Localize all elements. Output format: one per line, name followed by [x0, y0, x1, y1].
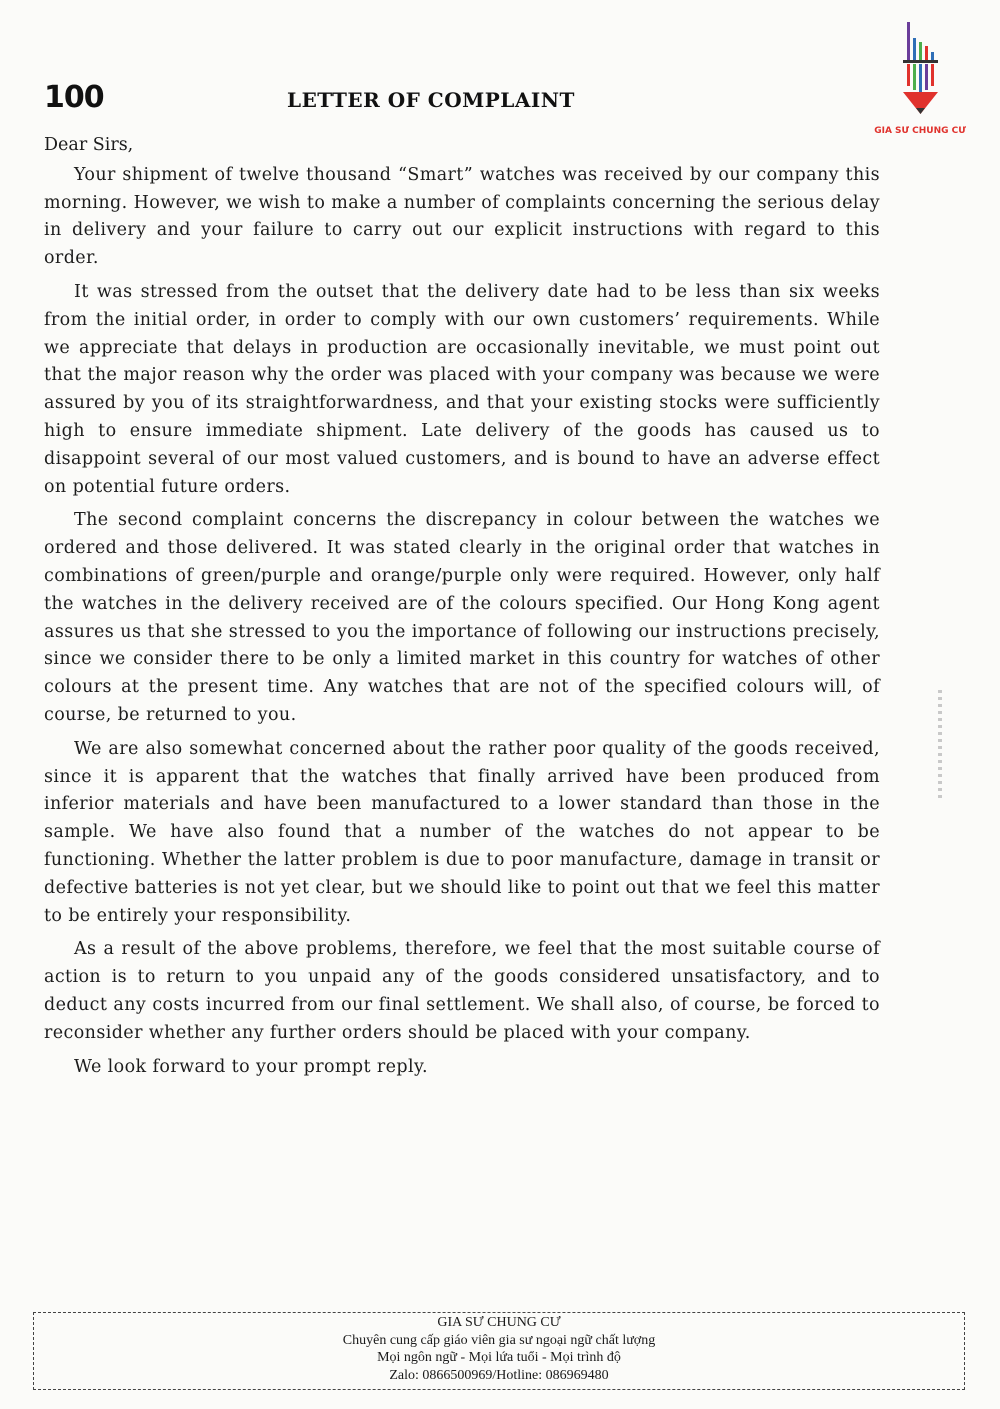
brand-logo	[872, 18, 968, 143]
letter-paragraph-5: As a result of the above problems, therefore, we feel that the most suitable course of action is to return to you unpaid any of the goods considered unsatisfactory, and to deduct any costs incurred from our final settlement. We shall also, of course, be forced to reconsider whether any further orders should be placed with your company.	[44, 939, 880, 1043]
pencil-bars-logo-icon	[872, 18, 968, 126]
footer-contact: Zalo: 0866500969/Hotline: 086969480	[389, 1367, 609, 1383]
footer-brand: GIA SƯ CHUNG CƯ	[437, 1315, 561, 1330]
letter-closing: We look forward to your prompt reply.	[74, 1056, 428, 1077]
scan-artifact	[938, 690, 942, 800]
letter-paragraph-1: Your shipment of twelve thousand “Smart” watches was received by our company this morning. However, we wish to make a number of complaints concerning the serious delay in delivery and your failure to carry out our explicit instructions with regard to this order.	[44, 164, 880, 269]
letter-body	[44, 132, 880, 1087]
page-number: 100	[44, 80, 104, 115]
letter-paragraph-3: The second complaint concerns the discrepancy in colour between the watches we ordered and those delivered. It was stated clearly in the original order that watches in combinations of green/purple and orange/purple only were required. However, only half the watches in the delivery received are of the colours specified. Our Hong Kong agent assures us that she stressed to you the importance of following our instructions precisely, since we consider there to be only a limited market in this country for watches of other colours at the present time. Any watches that are not of the specified colours will, of course, be returned to you.	[44, 510, 880, 725]
letter-salutation: Dear Sirs,	[44, 135, 134, 155]
letter-paragraph-2: It was stressed from the outset that the delivery date had to be less than six weeks from the initial order, in order to comply with our own customers’ requirements. While we appreciate that delays in production are occasionally inevitable, we must point out that the major reason why the order was placed with your company was because we were assured by you of its straightforwardness, and that your existing stocks were sufficiently high to ensure immediate shipment. Late delivery of the goods has caused us to disappoint several of our most valued customers, and is bound to have an adverse effect on potential future orders.	[44, 281, 880, 497]
logo-caption: GIA SƯ CHUNG CƯ	[874, 126, 966, 136]
footer-tagline: Chuyên cung cấp giáo viên gia sư ngoại ngữ chất lượng	[342, 1332, 656, 1348]
letter-paragraph-4: We are also somewhat concerned about the rather poor quality of the goods received, since it is apparent that the watches that finally arrived have been produced from inferior materials and have been manufactured to a lower standard than those in the sample. We have also found that a number of the watches do not appear to be functioning. Whether the latter problem is due to poor manufacture, damage in transit or defective batteries is not yet clear, but we should like to point out that we feel this matter to be entirely your responsibility.	[44, 738, 880, 926]
page-title: LETTER OF COMPLAINT	[287, 88, 575, 112]
footer-scope: Mọi ngôn ngữ - Mọi lứa tuổi - Mọi trình độ	[377, 1350, 621, 1365]
footer-advert-box	[33, 1312, 965, 1390]
